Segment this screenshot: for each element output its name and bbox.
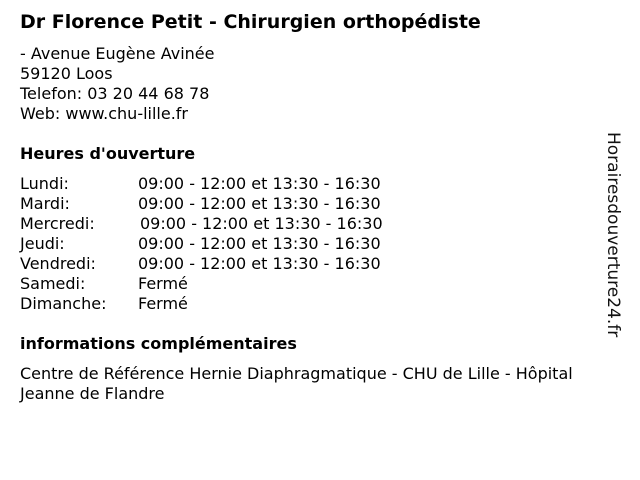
hours-value: 09:00 - 12:00 et 13:30 - 16:30	[138, 174, 381, 193]
hours-value: 09:00 - 12:00 et 13:30 - 16:30	[140, 214, 383, 233]
hours-heading: Heures d'ouverture	[20, 144, 196, 163]
hours-row-saturday	[20, 274, 383, 294]
hours-table	[20, 174, 383, 314]
hours-day: Mardi:	[20, 194, 70, 213]
hours-value: 09:00 - 12:00 et 13:30 - 16:30	[138, 234, 381, 253]
hours-day: Lundi:	[20, 174, 69, 193]
hours-value: 09:00 - 12:00 et 13:30 - 16:30	[138, 194, 381, 213]
site-watermark: Horairesdouverture24.fr	[603, 132, 623, 338]
hours-day: Jeudi:	[20, 234, 65, 253]
hours-row-sunday	[20, 294, 383, 314]
info-text: Centre de Référence Hernie Diaphragmatique - CHU de Lille - Hôpital Jeanne de Flandre	[20, 364, 573, 403]
hours-day: Mercredi:	[20, 214, 95, 233]
address-phone: Telefon: 03 20 44 68 78	[20, 84, 210, 103]
info-heading: informations complémentaires	[20, 334, 297, 353]
address-web: Web: www.chu-lille.fr	[20, 104, 189, 123]
address-city: 59120 Loos	[20, 64, 113, 83]
hours-day: Samedi:	[20, 274, 86, 293]
address-street: - Avenue Eugène Avinée	[20, 44, 215, 63]
page-title: Dr Florence Petit - Chirurgien orthopédiste	[20, 11, 481, 33]
hours-row-tuesday	[20, 194, 383, 214]
hours-value: 09:00 - 12:00 et 13:30 - 16:30	[138, 254, 381, 273]
hours-value: Fermé	[138, 274, 188, 293]
hours-row-friday	[20, 254, 383, 274]
hours-day: Vendredi:	[20, 254, 96, 273]
hours-row-wednesday	[20, 214, 383, 234]
hours-day: Dimanche:	[20, 294, 107, 313]
hours-row-thursday	[20, 234, 383, 254]
hours-row-monday	[20, 174, 383, 194]
hours-value: Fermé	[138, 294, 188, 313]
address-block	[20, 44, 214, 124]
